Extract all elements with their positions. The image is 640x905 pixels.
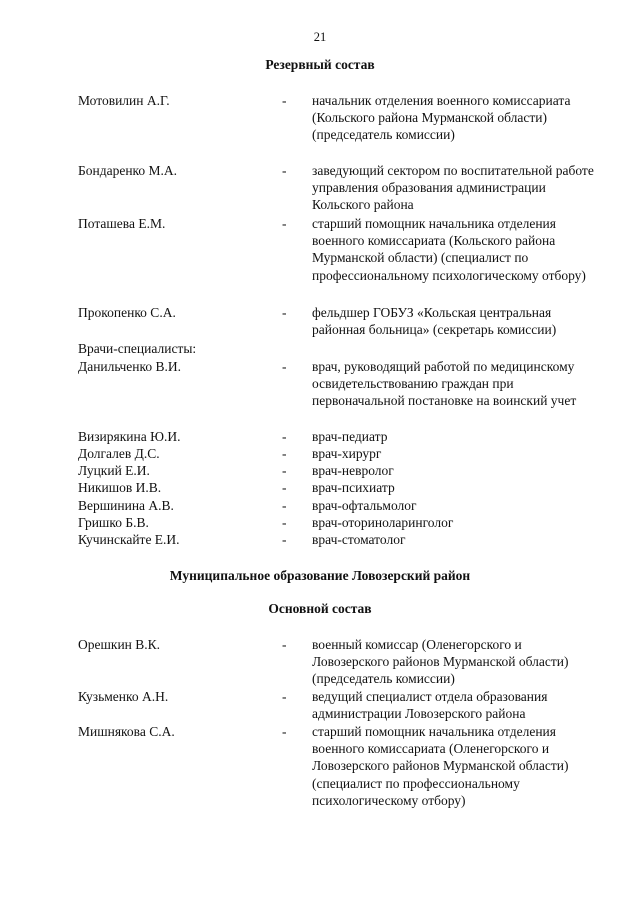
dash-separator: - — [282, 93, 287, 108]
dash-separator: - — [282, 498, 287, 513]
member-role: ведущий специалист отдела образования администрации Ловозерского района — [312, 689, 548, 722]
member-role: начальник отделения военного комиссариата (Кольского района Мурманской области) (председатель комиссии) — [312, 93, 571, 143]
member-role: фельдшер ГОБУЗ «Кольская центральная районная больница» (секретарь комиссии) — [312, 305, 557, 338]
dash-separator: - — [282, 480, 287, 495]
member-role: врач-стоматолог — [312, 532, 406, 547]
member-name: Прокопенко С.А. — [78, 305, 176, 320]
member-name: Гришко Б.В. — [78, 515, 149, 530]
member-name: Поташева Е.М. — [78, 216, 166, 231]
member-name: Вершинина А.В. — [78, 498, 174, 513]
dash-separator: - — [282, 689, 287, 704]
member-name: Мотовилин А.Г. — [78, 93, 170, 108]
member-role: врач-офтальмолог — [312, 498, 417, 513]
member-role: военный комиссар (Оленегорского и Ловозерского районов Мурманской области) (председатель комиссии) — [312, 637, 569, 687]
member-name: Мишнякова С.А. — [78, 724, 175, 739]
member-name: Кузьменко А.Н. — [78, 689, 169, 704]
reserve-section-title: Резервный состав — [265, 57, 375, 72]
dash-separator: - — [282, 359, 287, 374]
member-name: Визирякина Ю.И. — [78, 429, 181, 444]
dash-separator: - — [282, 463, 287, 478]
dash-separator: - — [282, 515, 287, 530]
main-section-title: Основной состав — [268, 601, 372, 616]
dash-separator: - — [282, 637, 287, 652]
municipality-title: Муниципальное образование Ловозерский район — [169, 568, 471, 583]
member-name: Луцкий Е.И. — [78, 463, 150, 478]
dash-separator: - — [282, 216, 287, 231]
member-role: врач-невролог — [312, 463, 394, 478]
member-name: Данильченко В.И. — [78, 359, 182, 374]
dash-separator: - — [282, 429, 287, 444]
member-name: Долгалев Д.С. — [78, 446, 160, 461]
member-role: врач, руководящий работой по медицинскому освидетельствованию граждан при первоначальной постановке на воинский учет — [312, 359, 577, 409]
dash-separator: - — [282, 724, 287, 739]
member-role: врач-педиатр — [312, 429, 388, 444]
member-name: Орешкин В.К. — [78, 637, 161, 652]
member-role: врач-хирург — [312, 446, 382, 461]
member-role: врач-психиатр — [312, 480, 395, 495]
dash-separator: - — [282, 446, 287, 461]
member-name: Никишов И.В. — [78, 480, 162, 495]
member-role: заведующий сектором по воспитательной работе управления образования администрации Кольского района — [312, 163, 594, 213]
member-role: врач-оториноларинголог — [312, 515, 454, 530]
member-name: Кучинскайте Е.И. — [78, 532, 180, 547]
dash-separator: - — [282, 532, 287, 547]
dash-separator: - — [282, 305, 287, 320]
member-name: Бондаренко М.А. — [78, 163, 178, 178]
member-role: старший помощник начальника отделения военного комиссариата (Оленегорского и Ловозерского районов Мурманской области) (специалист по профессиональному психологическому отбору) — [312, 724, 569, 808]
specialists-label: Врачи-специалисты: — [78, 341, 197, 356]
page-number: 21 — [313, 30, 327, 44]
dash-separator: - — [282, 163, 287, 178]
member-role: старший помощник начальника отделения военного комиссариата (Кольского района Мурманской области) (специалист по профессиональному психологическому отбору) — [312, 216, 586, 283]
